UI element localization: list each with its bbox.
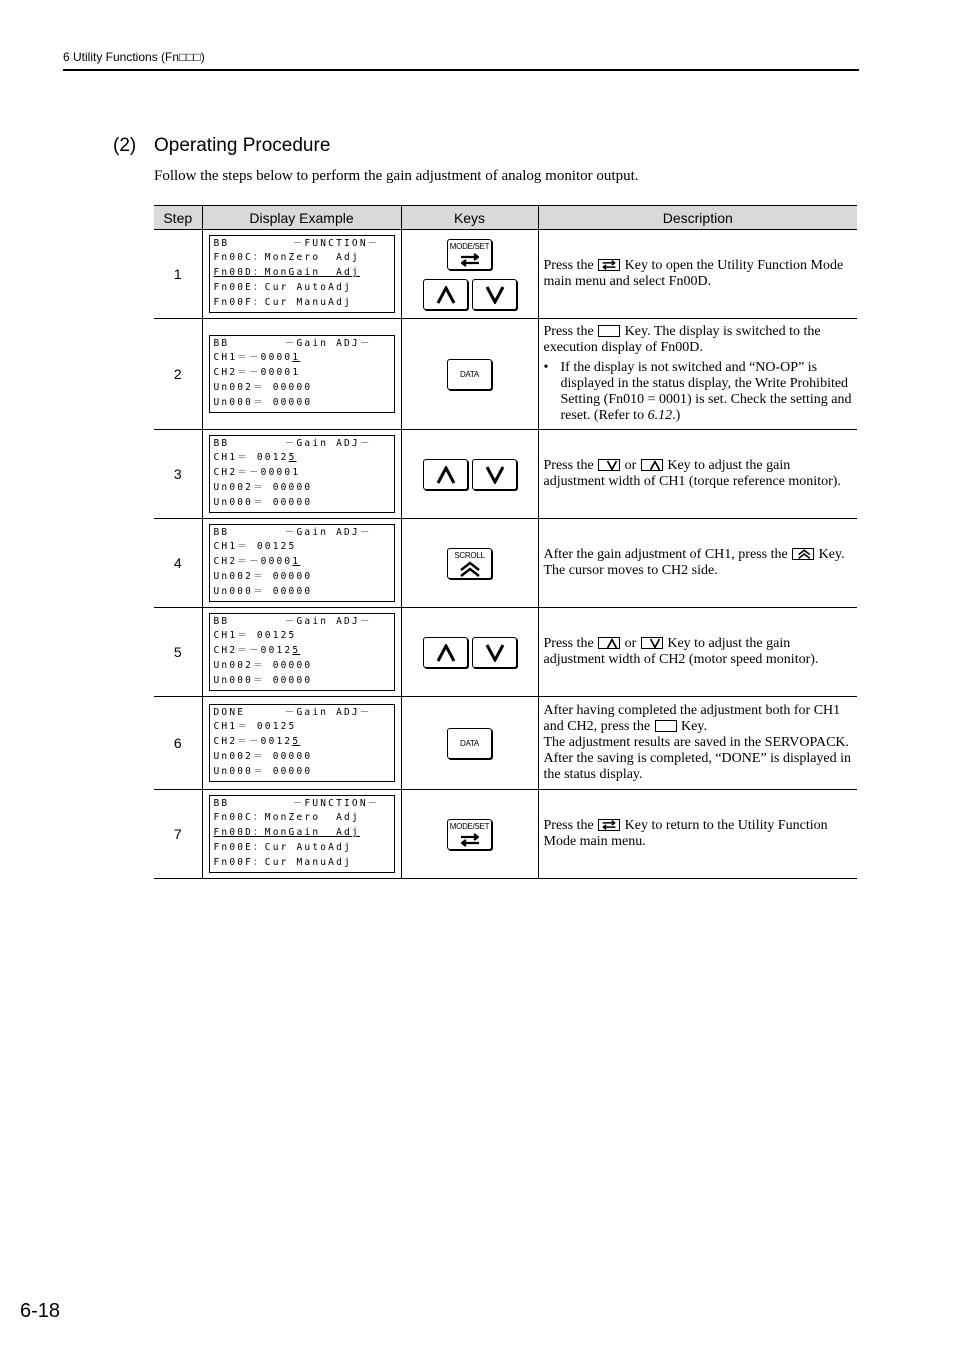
- description-cell: Press the Key to return to the Utility Function Mode main menu.: [538, 790, 857, 879]
- description-cell: Press the or Key to adjust the gain adjustment width of CH1 (torque reference monitor).: [538, 430, 857, 519]
- display-cell: [202, 319, 401, 430]
- data-key-inline-icon: [598, 325, 620, 337]
- scroll-key-inline-icon: [792, 548, 814, 560]
- keys-cell: [401, 697, 538, 790]
- panel-display: BB －Gain ADJ－ CH1＝ 00125 CH2＝－00001 Un002＝ 00000 Un000＝ 00000: [209, 435, 395, 514]
- intro-paragraph: Follow the steps below to perform the gain adjustment of analog monitor output.: [154, 168, 639, 184]
- keys-cell: [401, 230, 538, 319]
- section-title: Operating Procedure: [154, 135, 331, 156]
- description-cell: Press the Key to open the Utility Function Mode main menu and select Fn00D.: [538, 230, 857, 319]
- table-row: [154, 790, 857, 879]
- keys-cell: [401, 319, 538, 430]
- cursor-digit: 5: [292, 736, 301, 748]
- display-cell: [202, 790, 401, 879]
- panel-display: BB －Gain ADJ－ CH1＝－00001 CH2＝－00001 Un002＝ 00000 Un000＝ 00000: [209, 335, 395, 414]
- scroll-key: SCROLL: [447, 548, 492, 579]
- data-key: DATA: [447, 359, 492, 390]
- keys-cell: [401, 519, 538, 608]
- header-display-example: Display Example: [202, 206, 401, 230]
- cursor-digit: 1: [292, 556, 301, 568]
- mode-set-key: MODE/SET: [447, 239, 492, 270]
- description-cell: After having completed the adjustment both for CH1 and CH2, press the Key. The adjustment results are saved in the SERVOPACK. After the saving is completed, “DONE” is displayed in the status display.: [538, 697, 857, 790]
- mode-set-key: MODE/SET: [447, 819, 492, 850]
- table-row: [154, 608, 857, 697]
- keys-cell: [401, 790, 538, 879]
- header-keys: Keys: [401, 206, 538, 230]
- up-key: [423, 637, 468, 668]
- keys-cell: [401, 608, 538, 697]
- table-row: [154, 319, 857, 430]
- step-number: 3: [154, 430, 202, 519]
- down-key-inline-icon: [598, 459, 620, 471]
- step-number: 2: [154, 319, 202, 430]
- keys-cell: [401, 430, 538, 519]
- display-cell: [202, 608, 401, 697]
- up-key-inline-icon: [641, 459, 663, 471]
- display-cell: [202, 697, 401, 790]
- up-key-inline-icon: [598, 637, 620, 649]
- down-arrow-icon: [485, 286, 505, 304]
- up-key: [423, 459, 468, 490]
- panel-display: DONE －Gain ADJ－ CH1＝ 00125 CH2＝－00125 Un002＝ 00000 Un000＝ 00000: [209, 704, 395, 783]
- down-key: [472, 279, 517, 310]
- display-cell: [202, 519, 401, 608]
- procedure-table: [154, 205, 857, 879]
- table-row: [154, 230, 857, 319]
- section-heading: [113, 135, 330, 157]
- cursor-digit: 1: [292, 352, 301, 364]
- down-arrow-icon: [485, 644, 505, 662]
- data-key: DATA: [447, 728, 492, 759]
- description-cell: Press the Key. The display is switched to the execution display of Fn00D. • If the display is not switched and “NO-OP” is displayed in the status display, the Write Prohibited Setting (Fn010 = 0001) is set. Check the setting and reset. (Refer to 6.12.): [538, 319, 857, 430]
- step-number: 5: [154, 608, 202, 697]
- running-header: 6 Utility Functions (Fn□□□): [63, 50, 205, 64]
- description-cell: After the gain adjustment of CH1, press the Key. The cursor moves to CH2 side.: [538, 519, 857, 608]
- header-rule: [63, 69, 859, 71]
- mode-set-key-inline-icon: [598, 819, 620, 831]
- panel-display: BB －Gain ADJ－ CH1＝ 00125 CH2＝－00001 Un002＝ 00000 Un000＝ 00000: [209, 524, 395, 603]
- step-number: 7: [154, 790, 202, 879]
- table-header-row: [154, 206, 857, 230]
- description-cell: Press the or Key to adjust the gain adjustment width of CH2 (motor speed monitor).: [538, 608, 857, 697]
- down-key: [472, 459, 517, 490]
- down-arrow-icon: [485, 466, 505, 484]
- cursor-digit: 5: [288, 452, 297, 464]
- up-arrow-icon: [436, 644, 456, 662]
- down-key: [472, 637, 517, 668]
- step-number: 6: [154, 697, 202, 790]
- mode-set-icon: [458, 833, 482, 847]
- panel-display: BB －FUNCTION－ Fn00C：MonZero Adj Fn00D：MonGain Adj Fn00E：Cur AutoAdj Fn00F：Cur ManuAdj: [209, 235, 395, 314]
- panel-display: BB －FUNCTION－ Fn00C：MonZero Adj Fn00D：MonGain Adj Fn00E：Cur AutoAdj Fn00F：Cur ManuAdj: [209, 795, 395, 874]
- up-arrow-icon: [436, 466, 456, 484]
- table-row: [154, 697, 857, 790]
- section-number: (2): [113, 135, 137, 156]
- cursor-digit: 5: [292, 645, 301, 657]
- panel-display: BB －Gain ADJ－ CH1＝ 00125 CH2＝－00125 Un002＝ 00000 Un000＝ 00000: [209, 613, 395, 692]
- header-description: Description: [538, 206, 857, 230]
- down-key-inline-icon: [641, 637, 663, 649]
- mode-set-key-inline-icon: [598, 259, 620, 271]
- up-key: [423, 279, 468, 310]
- scroll-icon: [459, 561, 481, 577]
- page-number: 6-18: [20, 1300, 61, 1322]
- step-number: 1: [154, 230, 202, 319]
- step-number: 4: [154, 519, 202, 608]
- data-key-inline-icon: [655, 720, 677, 732]
- mode-set-icon: [458, 253, 482, 267]
- table-row: [154, 430, 857, 519]
- up-arrow-icon: [436, 286, 456, 304]
- header-step: Step: [154, 206, 202, 230]
- table-row: [154, 519, 857, 608]
- display-cell: [202, 230, 401, 319]
- display-cell: [202, 430, 401, 519]
- note-bullet: • If the display is not switched and “NO-OP” is displayed in the status display, the Write Prohibited Setting (Fn010 = 0001) is set. Check the setting and reset. (Refer to 6.12.): [543, 360, 852, 423]
